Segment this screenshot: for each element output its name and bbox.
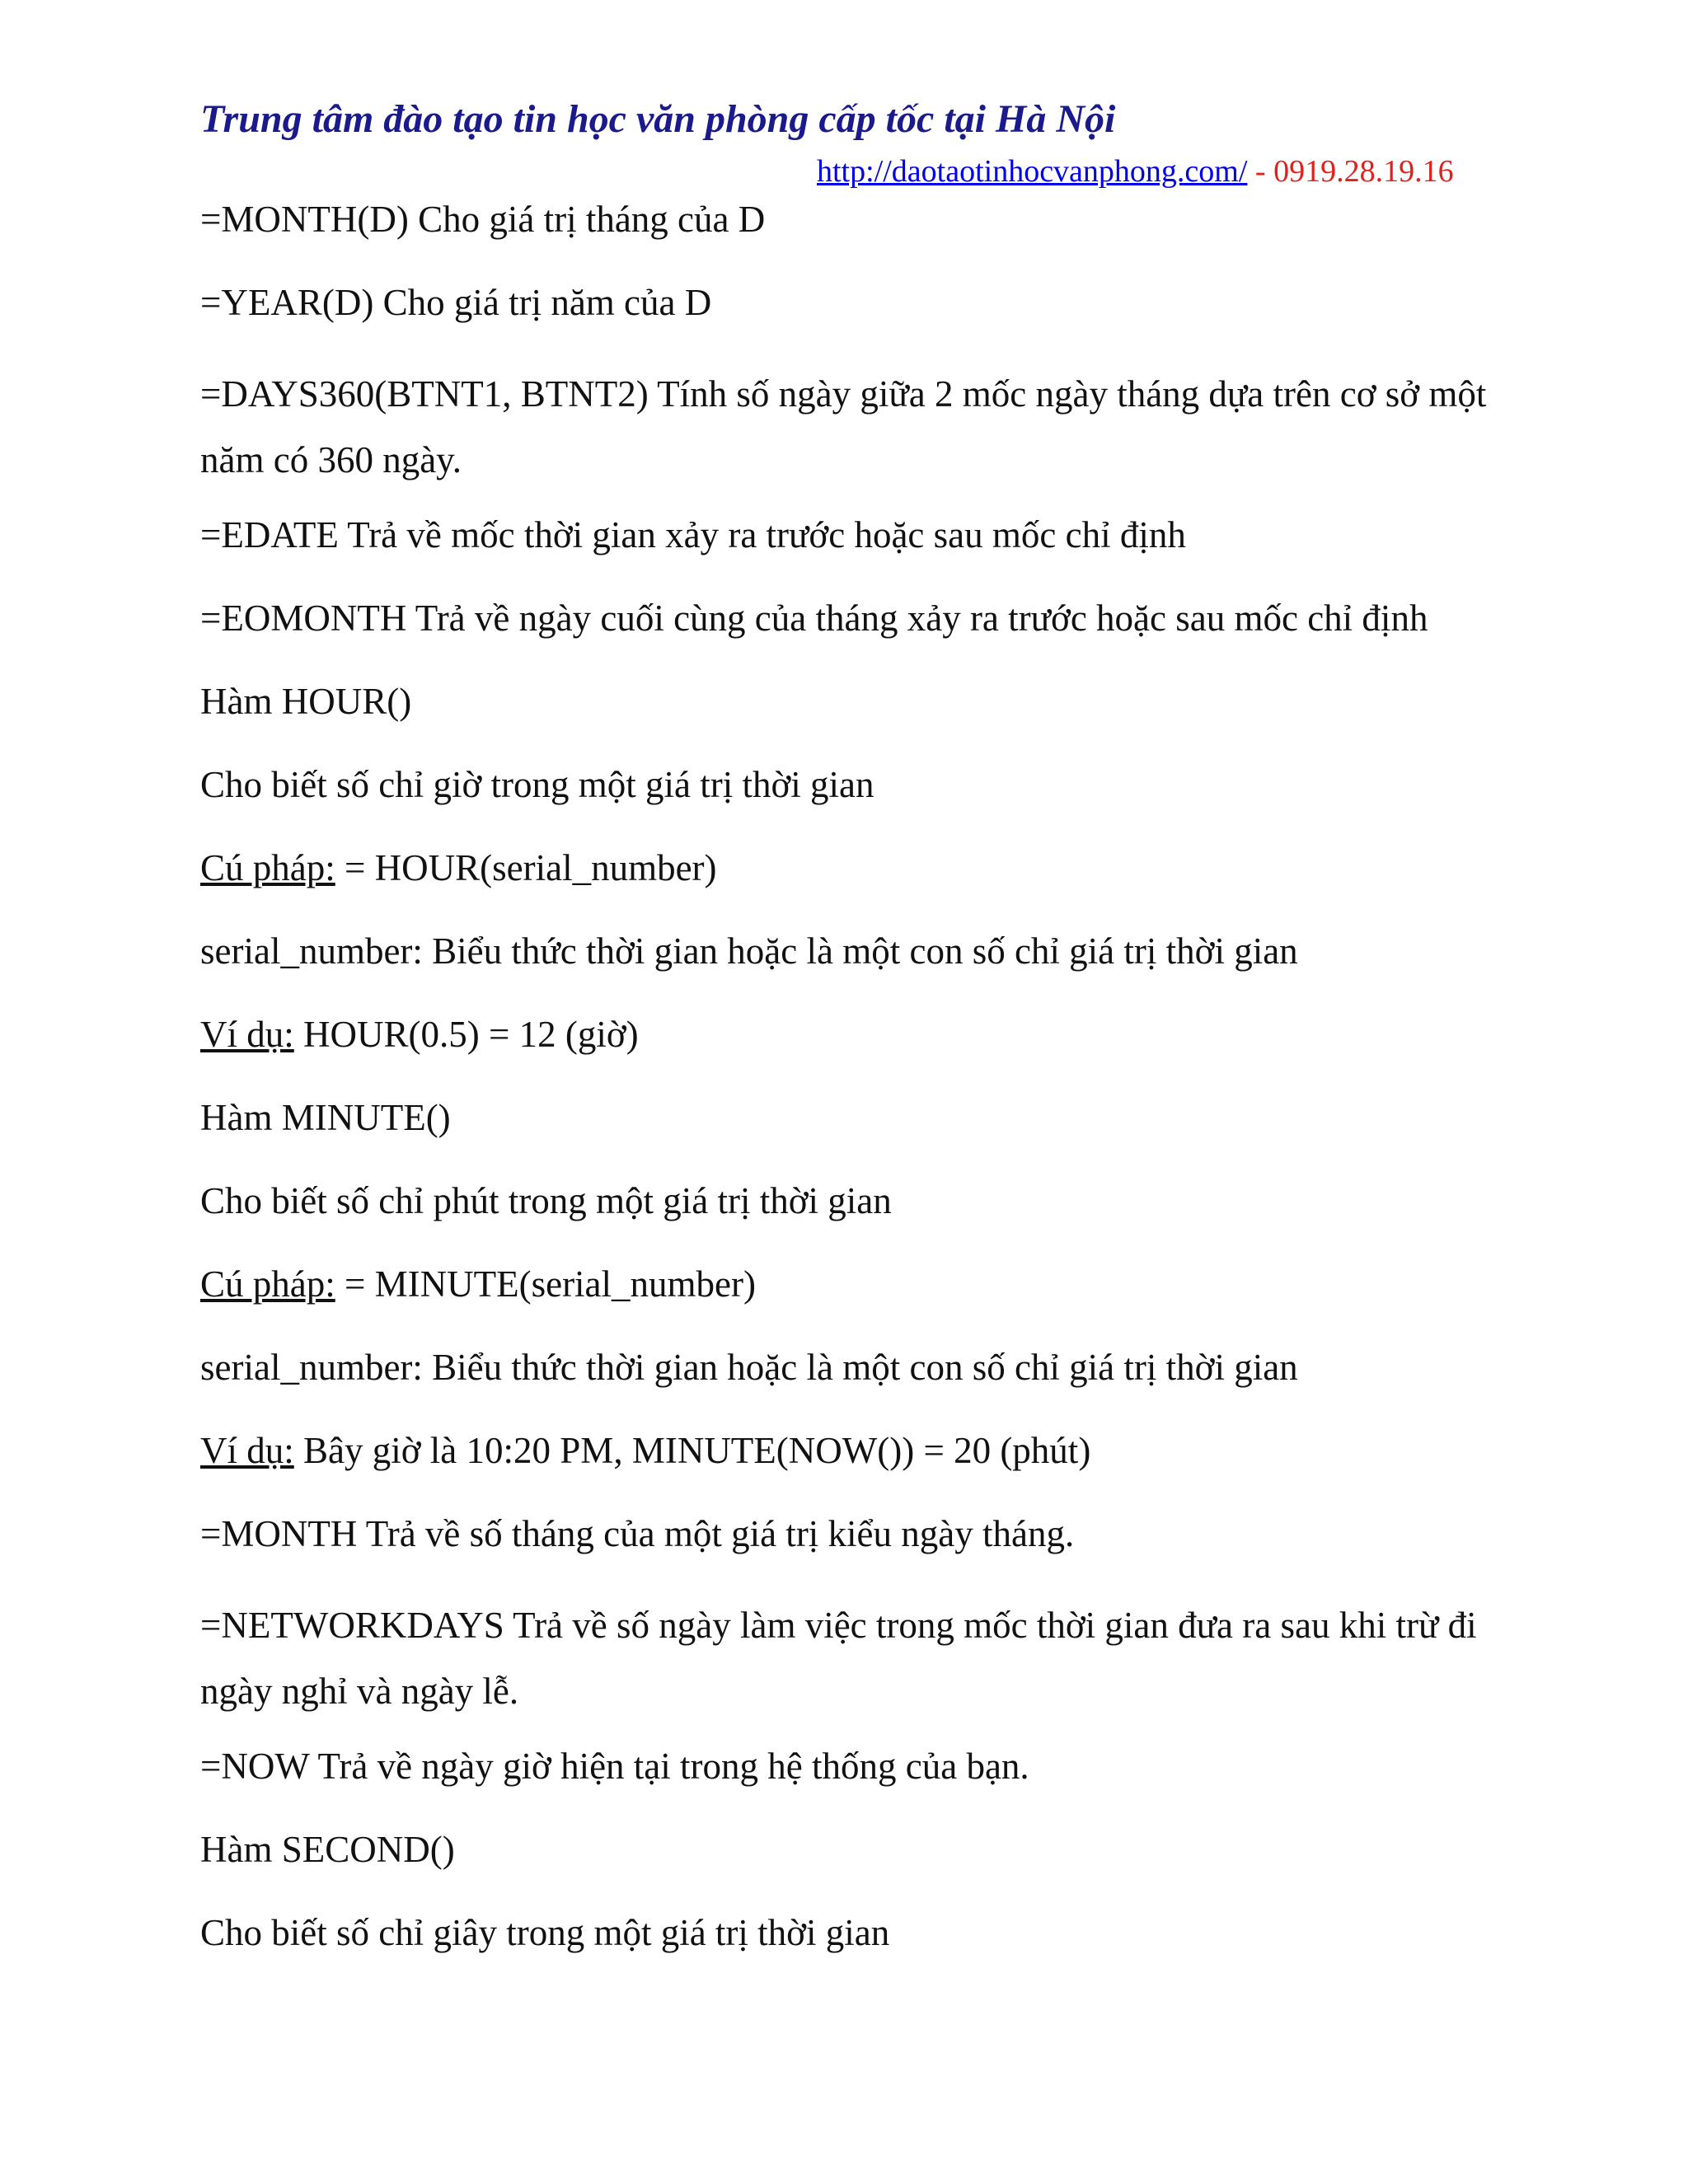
example-text: Bây giờ là 10:20 PM, MINUTE(NOW()) = 20 (phút) bbox=[293, 1430, 1091, 1471]
paragraph-month: =MONTH Trả về số tháng của một giá trị kiểu ngày tháng. bbox=[200, 1513, 1075, 1554]
syntax-text: = HOUR(serial_number) bbox=[335, 847, 717, 888]
paragraph-second-desc: Cho biết số chỉ giây trong một giá trị thời gian bbox=[200, 1912, 890, 1953]
syntax-text: = MINUTE(serial_number) bbox=[335, 1263, 756, 1305]
website-link[interactable]: http://daotaotinhocvanphong.com/ bbox=[817, 154, 1248, 189]
header-contact-line bbox=[817, 153, 1454, 190]
paragraph-networkdays: =NETWORKDAYS Trả về số ngày làm việc trong mốc thời gian đưa ra sau khi trừ đi ngày nghỉ và ngày lễ. bbox=[200, 1605, 1477, 1712]
paragraph-month-d: =MONTH(D) Cho giá trị tháng của D bbox=[200, 199, 766, 240]
paragraph-minute-arg: serial_number: Biểu thức thời gian hoặc là một con số chỉ giá trị thời gian bbox=[200, 1347, 1298, 1388]
example-label: Ví dụ: bbox=[200, 1430, 294, 1471]
page-header-title: Trung tâm đào tạo tin học văn phòng cấp tốc tại Hà Nội bbox=[200, 97, 1116, 141]
paragraph-hour-desc: Cho biết số chỉ giờ trong một giá trị thời gian bbox=[200, 764, 874, 805]
paragraph-eomonth: =EOMONTH Trả về ngày cuối cùng của tháng xảy ra trước hoặc sau mốc chỉ định bbox=[200, 598, 1428, 639]
example-label: Ví dụ: bbox=[200, 1014, 294, 1055]
paragraph-minute-desc: Cho biết số chỉ phút trong một giá trị thời gian bbox=[200, 1180, 892, 1221]
header-separator: - bbox=[1247, 154, 1274, 189]
paragraph-hour-example bbox=[200, 1010, 1503, 1059]
paragraph-edate: =EDATE Trả về mốc thời gian xảy ra trước hoặc sau mốc chỉ định bbox=[200, 514, 1186, 555]
syntax-label: Cú pháp: bbox=[200, 1263, 335, 1305]
paragraph-days360: =DAYS360(BTNT1, BTNT2) Tính số ngày giữa 2 mốc ngày tháng dựa trên cơ sở một năm có 360 ngày. bbox=[200, 373, 1487, 480]
paragraph-hour-syntax bbox=[200, 843, 1503, 893]
phone-number: 0919.28.19.16 bbox=[1273, 154, 1454, 189]
heading-hour: Hàm HOUR() bbox=[200, 681, 412, 722]
paragraph-minute-syntax bbox=[200, 1259, 1503, 1309]
syntax-label: Cú pháp: bbox=[200, 847, 335, 888]
heading-minute: Hàm MINUTE() bbox=[200, 1097, 451, 1138]
heading-second: Hàm SECOND() bbox=[200, 1829, 455, 1870]
paragraph-hour-arg: serial_number: Biểu thức thời gian hoặc là một con số chỉ giá trị thời gian bbox=[200, 930, 1298, 972]
paragraph-minute-example bbox=[200, 1426, 1503, 1475]
example-text: HOUR(0.5) = 12 (giờ) bbox=[293, 1014, 639, 1055]
paragraph-year-d: =YEAR(D) Cho giá trị năm của D bbox=[200, 282, 712, 323]
document-body bbox=[200, 194, 1503, 1991]
paragraph-now: =NOW Trả về ngày giờ hiện tại trong hệ thống của bạn. bbox=[200, 1746, 1029, 1787]
